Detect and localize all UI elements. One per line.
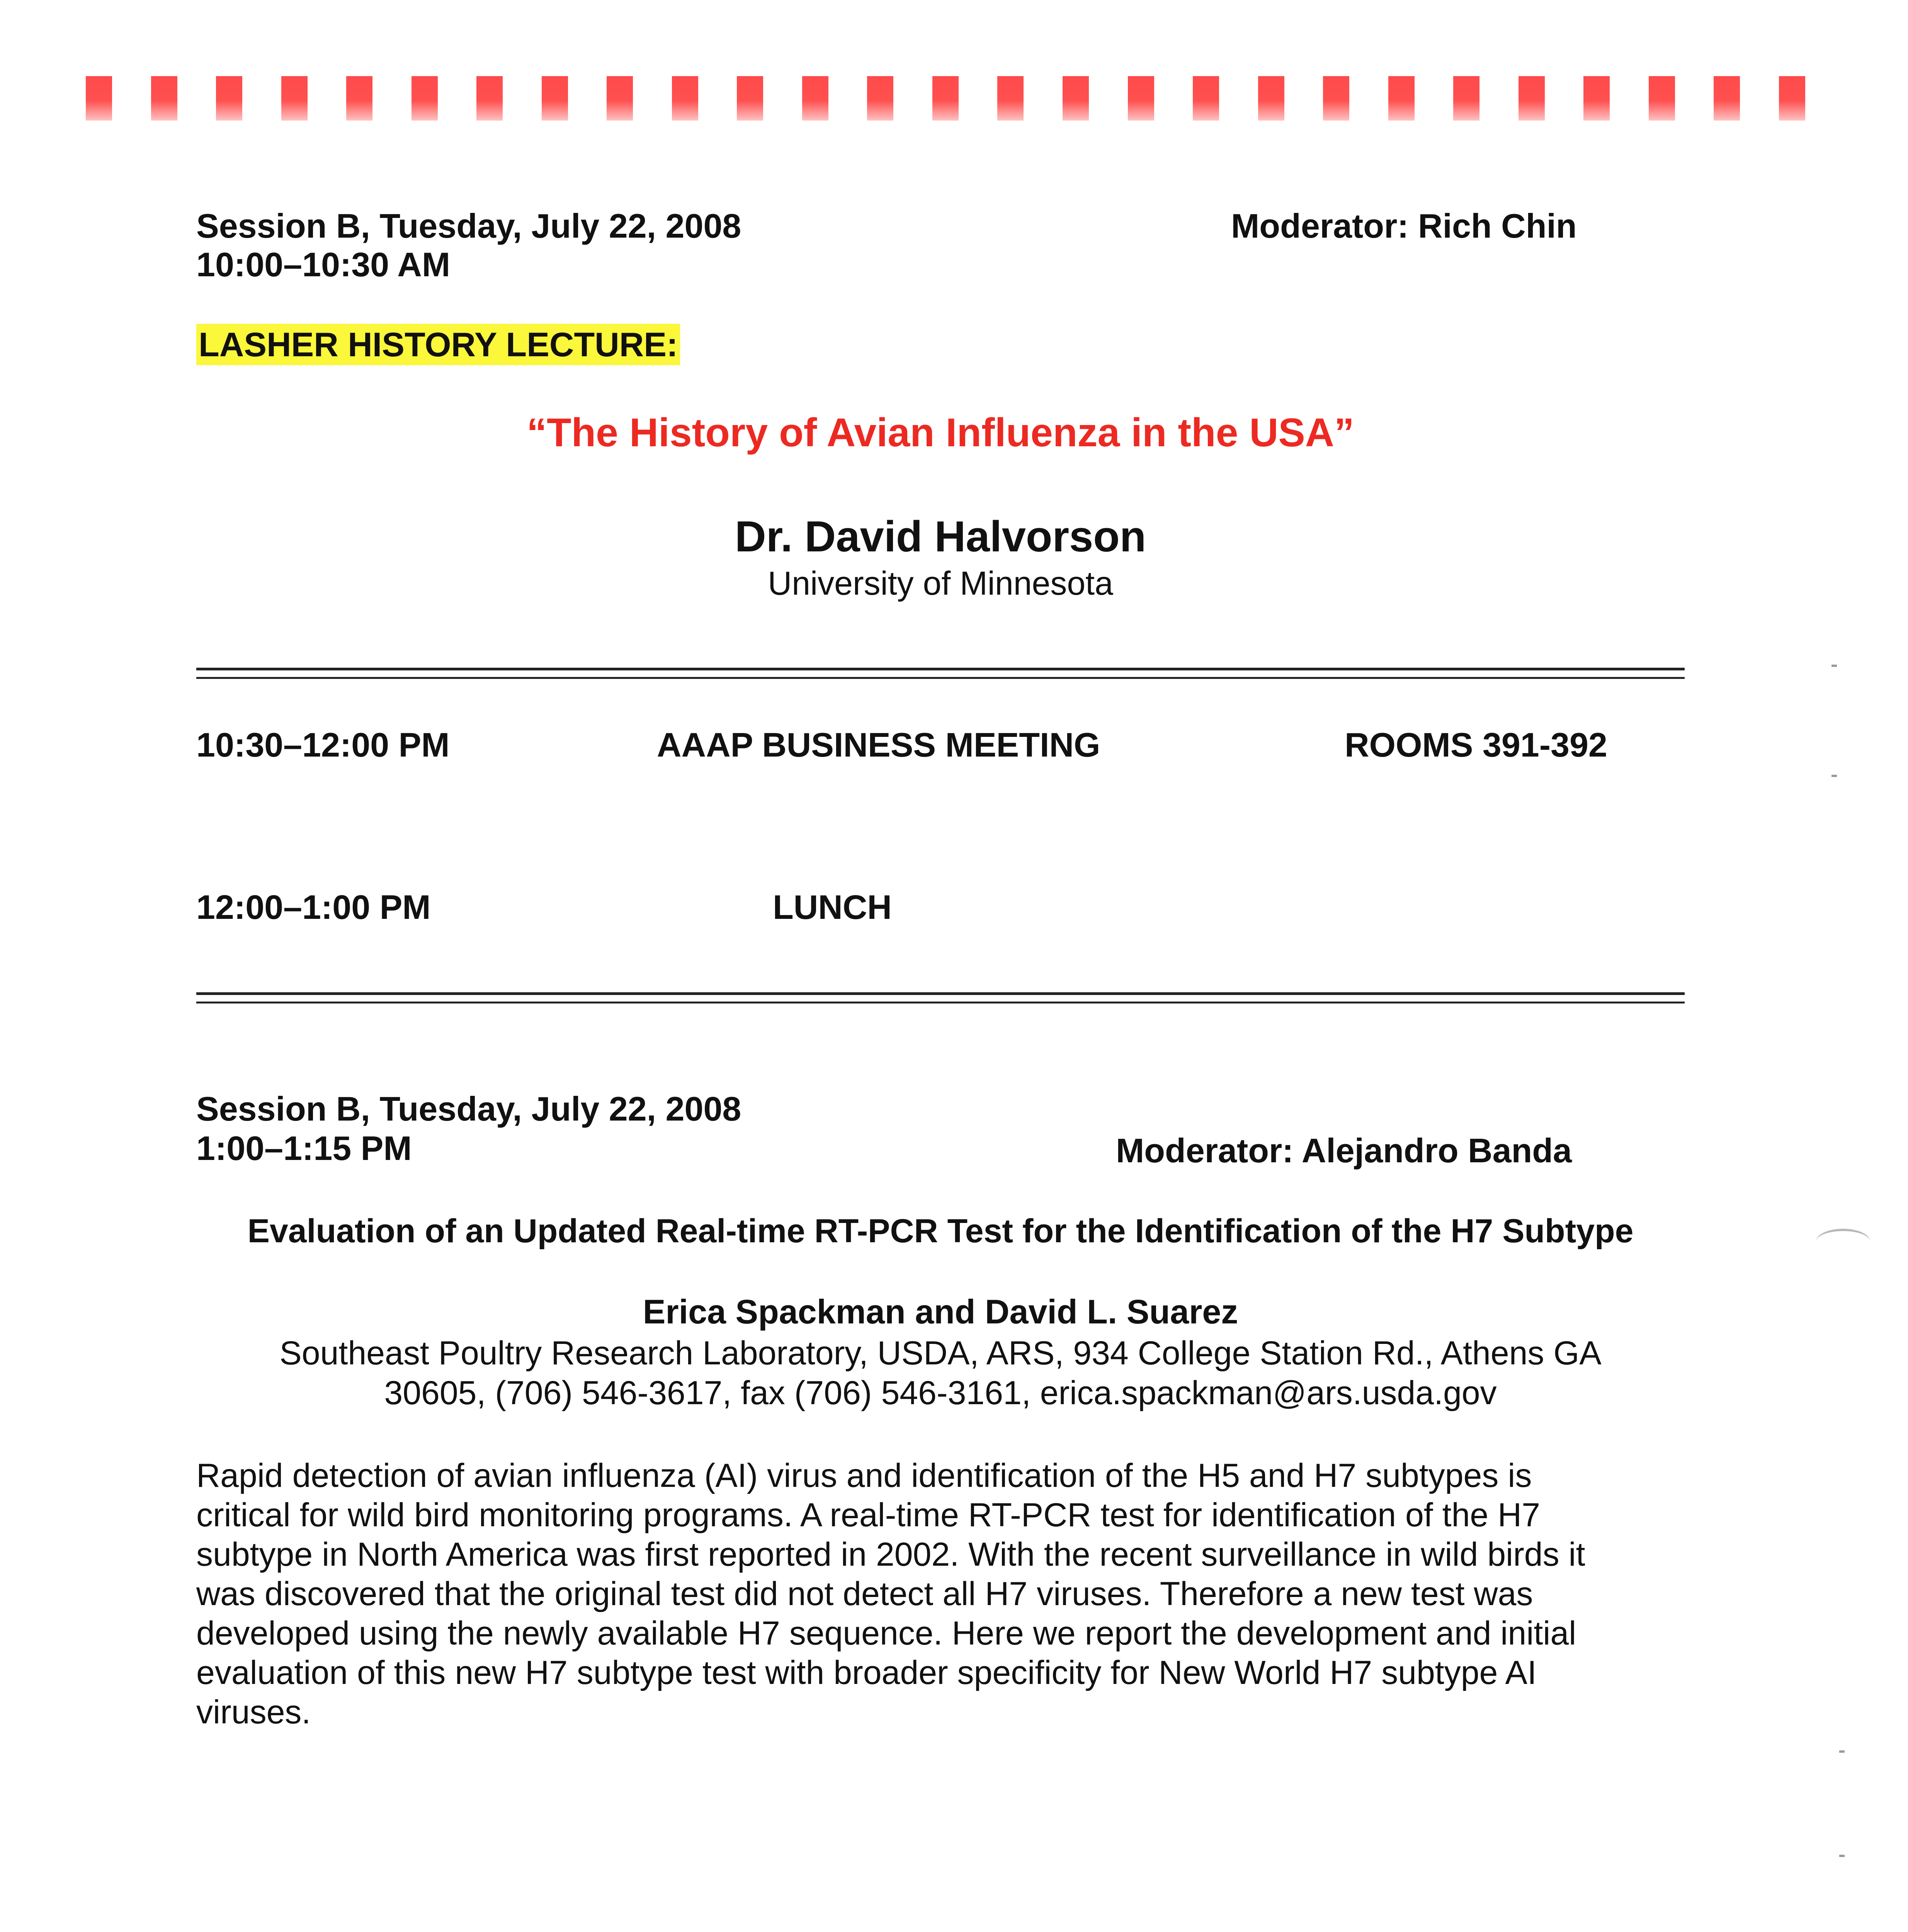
header-decoration-block bbox=[1583, 76, 1610, 121]
abstract-line: was discovered that the original test did not detect all H7 viruses. Therefore a new test was bbox=[196, 1575, 1533, 1612]
header-decoration-block bbox=[412, 76, 438, 121]
header-decoration-block bbox=[1453, 76, 1479, 121]
header-decoration-block bbox=[672, 76, 698, 121]
scan-artifact bbox=[1831, 665, 1837, 667]
schedule-time-lunch: 12:00–1:00 PM bbox=[196, 888, 431, 926]
header-decoration-block bbox=[476, 76, 503, 121]
header-decoration-block bbox=[607, 76, 633, 121]
header-decoration-block bbox=[281, 76, 308, 121]
header-decoration-block bbox=[997, 76, 1024, 121]
schedule-event-business: AAAP BUSINESS MEETING bbox=[657, 726, 1100, 764]
lecture-title: “The History of Avian Influenza in the USA” bbox=[527, 410, 1354, 455]
abstract-line: developed using the newly available H7 sequence. Here we report the development and initial bbox=[196, 1615, 1576, 1652]
abstract-line: evaluation of this new H7 subtype test with broader specificity for New World H7 subtype AI bbox=[196, 1654, 1537, 1691]
header-decoration-block bbox=[1519, 76, 1545, 121]
session1-moderator: Moderator: Rich Chin bbox=[1231, 207, 1577, 245]
paper-address-line2: 30605, (706) 546-3617, fax (706) 546-3161, erica.spackman@ars.usda.gov bbox=[384, 1374, 1497, 1412]
session2-time: 1:00–1:15 PM bbox=[196, 1129, 412, 1167]
header-decoration-block bbox=[1258, 76, 1284, 121]
abstract-line: critical for wild bird monitoring programs. A real-time RT-PCR test for identification of the H7 bbox=[196, 1497, 1540, 1534]
session1-date: Session B, Tuesday, July 22, 2008 bbox=[196, 207, 741, 245]
scan-artifact bbox=[1816, 1229, 1870, 1254]
header-decoration-block bbox=[542, 76, 568, 121]
abstract-line: Rapid detection of avian influenza (AI) virus and identification of the H5 and H7 subtypes is bbox=[196, 1457, 1532, 1494]
schedule-event-lunch: LUNCH bbox=[773, 888, 892, 926]
header-decoration-block bbox=[1779, 76, 1805, 121]
divider-top-1 bbox=[196, 668, 1685, 670]
paper-address-line1: Southeast Poultry Research Laboratory, USDA, ARS, 934 College Station Rd., Athens GA bbox=[279, 1335, 1602, 1372]
header-decoration-block bbox=[151, 76, 177, 121]
lecture-speaker: Dr. David Halvorson bbox=[735, 512, 1146, 561]
divider-bottom-2 bbox=[196, 1002, 1685, 1003]
paper-authors: Erica Spackman and David L. Suarez bbox=[643, 1293, 1238, 1331]
abstract-line: subtype in North America was first reported in 2002. With the recent surveillance in wild birds it bbox=[196, 1536, 1585, 1573]
session1-time: 10:00–10:30 AM bbox=[196, 245, 451, 284]
header-decoration-block bbox=[1714, 76, 1740, 121]
header-decoration-block bbox=[86, 76, 112, 121]
header-decoration-block bbox=[216, 76, 242, 121]
header-decoration-block bbox=[1649, 76, 1675, 121]
abstract-line: viruses. bbox=[196, 1694, 311, 1731]
scan-artifact bbox=[1831, 775, 1837, 777]
header-decoration-block bbox=[346, 76, 372, 121]
lecture-label bbox=[196, 325, 680, 364]
header-decoration-block bbox=[1128, 76, 1154, 121]
session2-moderator: Moderator: Alejandro Banda bbox=[1116, 1131, 1572, 1170]
header-decoration-block bbox=[867, 76, 893, 121]
header-decoration-block bbox=[1323, 76, 1349, 121]
header-decoration-block bbox=[1388, 76, 1415, 121]
header-decoration-block bbox=[1193, 76, 1219, 121]
lecture-affiliation: University of Minnesota bbox=[768, 565, 1113, 602]
scan-artifact bbox=[1839, 1750, 1845, 1753]
paper-abstract bbox=[196, 1456, 1695, 1732]
header-decoration-block bbox=[932, 76, 959, 121]
header-decoration-band bbox=[86, 76, 1805, 121]
session2-date: Session B, Tuesday, July 22, 2008 bbox=[196, 1090, 741, 1128]
header-decoration-block bbox=[737, 76, 763, 121]
scan-artifact bbox=[1839, 1855, 1845, 1857]
paper-title: Evaluation of an Updated Real-time RT-PCR Test for the Identification of the H7 Subtype bbox=[247, 1213, 1634, 1250]
header-decoration-block bbox=[1063, 76, 1089, 121]
lecture-label-text: LASHER HISTORY LECTURE: bbox=[196, 324, 680, 365]
header-decoration-block bbox=[802, 76, 828, 121]
divider-top-2 bbox=[196, 677, 1685, 679]
schedule-time-business: 10:30–12:00 PM bbox=[196, 726, 450, 764]
divider-bottom-1 bbox=[196, 992, 1685, 995]
schedule-location-business: ROOMS 391-392 bbox=[1345, 726, 1607, 764]
